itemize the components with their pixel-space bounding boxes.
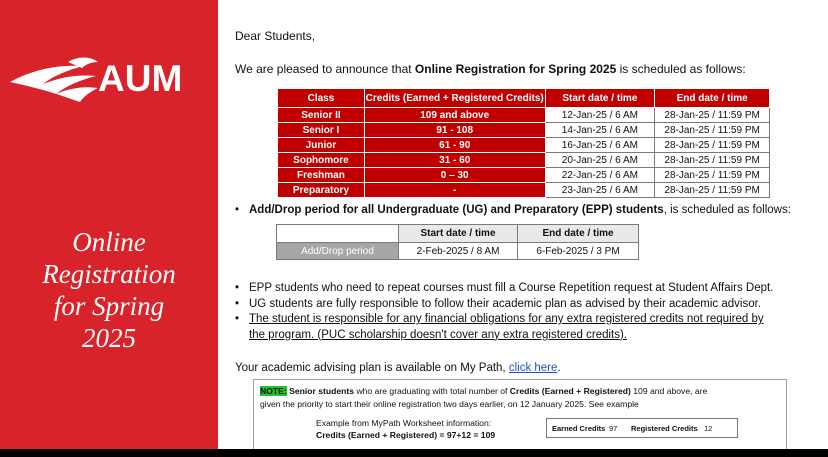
click-here-link[interactable]: click here: [508, 362, 558, 374]
table-row: [278, 123, 770, 138]
cell-start: 2-Feb-2025 / 8 AM: [399, 243, 518, 260]
header-start: Start date / time: [545, 89, 655, 108]
note-bold-1: Senior students: [286, 386, 355, 396]
header-end: End date / time: [655, 89, 770, 108]
cell-credits: -: [364, 183, 545, 198]
add-drop-bold: Add/Drop period for all Undergraduate (UG) and Preparatory (EPP) students: [249, 204, 664, 216]
intro-prefix: We are pleased to announce that: [235, 62, 415, 76]
policy-bullets: [235, 281, 773, 343]
header-class: Class: [278, 89, 365, 108]
list-item: • EPP students who need to repeat courses must fill a Course Repetition request at Student Affairs Dept.: [235, 281, 773, 297]
table-row: [278, 183, 770, 198]
sidebar-title-line: 2025: [82, 323, 136, 353]
sidebar-title-line: Online: [72, 227, 146, 257]
cell-start: 20-Jan-25 / 6 AM: [545, 153, 655, 168]
advising-end: .: [557, 362, 561, 374]
list-item: [235, 312, 773, 343]
cell-class: Junior: [278, 138, 365, 153]
cell-class: Senior II: [278, 108, 365, 123]
cell-start: 22-Jan-25 / 6 AM: [545, 168, 655, 183]
earned-credits-value: 97: [609, 424, 618, 433]
header-credits: Credits (Earned + Registered Credits): [364, 89, 545, 108]
list-item: • UG students are fully responsible to follow their academic plan as advised by their academic advisor.: [235, 297, 773, 313]
cell-end: 6-Feb-2025 / 3 PM: [518, 243, 639, 260]
table-row: [278, 168, 770, 183]
header-start: Start date / time: [399, 225, 518, 243]
cell-credits: 109 and above: [364, 108, 545, 123]
registered-credits-value: 12: [704, 424, 713, 433]
note-text-2: 109 and above, are: [630, 386, 708, 396]
cell-credits: 91 - 108: [364, 123, 545, 138]
header-end: End date / time: [518, 225, 639, 243]
sidebar-title: [0, 226, 218, 354]
aum-logo-text: AUM: [98, 58, 183, 99]
cell-end: 28-Jan-25 / 11:59 PM: [655, 123, 770, 138]
note-bold-2: Credits (Earned + Registered): [509, 386, 631, 396]
cell-end: 28-Jan-25 / 11:59 PM: [655, 153, 770, 168]
cell-end: 28-Jan-25 / 11:59 PM: [655, 168, 770, 183]
cell-start: 12-Jan-25 / 6 AM: [545, 108, 655, 123]
bullet-text-cont: the program. (PUC scholarship doesn't cover any extra registered credits).: [249, 328, 628, 341]
cell-start: 16-Jan-25 / 6 AM: [545, 138, 655, 153]
cell-class: Freshman: [278, 168, 365, 183]
header-blank: [277, 225, 399, 243]
intro-bold: Online Registration for Spring 2025: [414, 62, 617, 76]
intro-suffix: is scheduled as follows:: [616, 62, 746, 76]
note-line-2: given the priority to start their online registration two days earlier, on 12 January 2025. See example: [260, 399, 639, 409]
intro-paragraph: [235, 62, 746, 76]
note-label: NOTE:: [260, 386, 287, 396]
table-row: [277, 243, 639, 260]
cell-credits: 0 – 30: [364, 168, 545, 183]
table-header-row: [277, 225, 639, 243]
cell-end: 28-Jan-25 / 11:59 PM: [655, 108, 770, 123]
registration-schedule-table: [277, 88, 770, 198]
bullet-text: The student is responsible for any financial obligations for any extra registered credits not required by: [249, 313, 764, 325]
example-line-2: Credits (Earned + Registered) = 97+12 = 109: [316, 430, 496, 440]
table-header-row: [278, 89, 770, 108]
add-drop-bullet: [235, 204, 791, 216]
table-row: [278, 138, 770, 153]
note-box: [253, 379, 787, 451]
greeting: Dear Students,: [235, 29, 316, 43]
note-text-1: who are graduating with total number of: [354, 386, 510, 396]
list-item: [235, 204, 791, 216]
earned-credits-label: Earned Credits: [552, 424, 606, 433]
cell-class: Sophomore: [278, 153, 365, 168]
registered-credits-label: Registered Credits: [631, 424, 698, 433]
cell-end: 28-Jan-25 / 11:59 PM: [655, 138, 770, 153]
cell-credits: 61 - 90: [364, 138, 545, 153]
cell-start: 23-Jan-25 / 6 AM: [545, 183, 655, 198]
advising-text: Your academic advising plan is available on My Path,: [235, 362, 509, 374]
sidebar-panel: [0, 0, 218, 457]
cell-class: Preparatory: [278, 183, 365, 198]
bottom-border-bar: [0, 449, 828, 457]
table-row: [278, 153, 770, 168]
note-line-1: [260, 385, 707, 397]
sidebar-title-line: Registration: [42, 259, 176, 289]
example-line-1: Example from MyPath Worksheet information:: [316, 418, 492, 428]
add-drop-suffix: , is scheduled as follows:: [663, 204, 791, 216]
add-drop-table: [276, 224, 639, 260]
cell-start: 14-Jan-25 / 6 AM: [545, 123, 655, 138]
table-row: [278, 108, 770, 123]
cell-credits: 31 - 60: [364, 153, 545, 168]
cell-class: Senior I: [278, 123, 365, 138]
advising-line: [235, 362, 561, 374]
cell-period-label: Add/Drop period: [277, 243, 399, 260]
credits-example-box: [546, 418, 738, 438]
cell-end: 28-Jan-25 / 11:59 PM: [655, 183, 770, 198]
sidebar-title-line: for Spring: [53, 291, 165, 321]
